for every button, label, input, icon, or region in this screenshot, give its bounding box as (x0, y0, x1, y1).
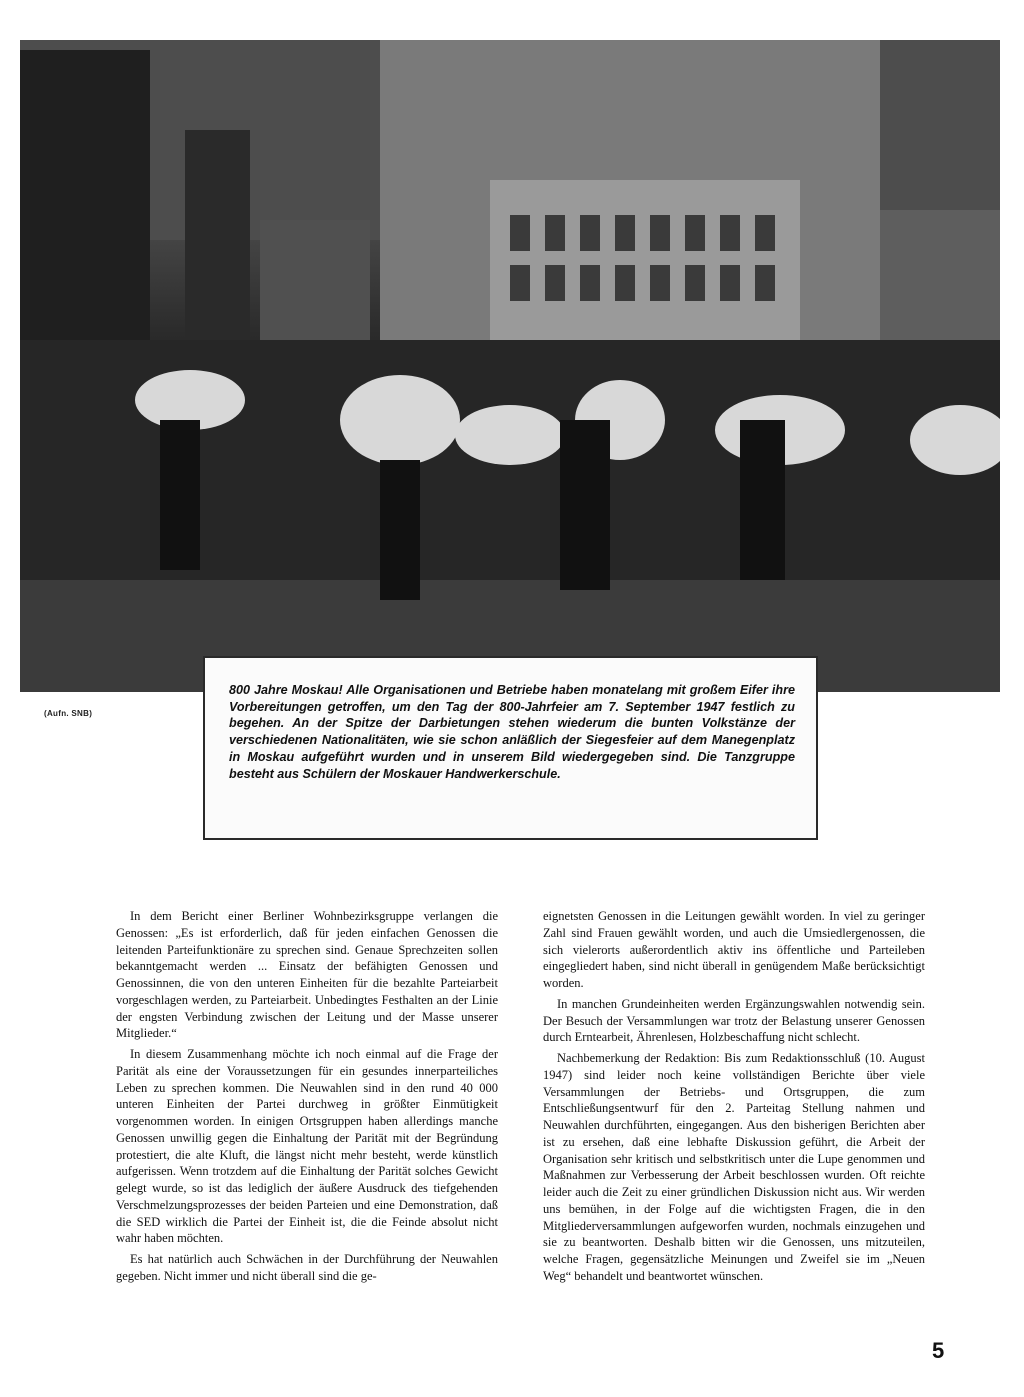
article-column-left (116, 908, 498, 1289)
article-paragraph: In dem Bericht einer Berliner Wohnbezirksgruppe verlangen die Genossen: „Es ist erforderlich, daß für jeden einfachen Genossen die leitenden Parteifunktionäre zu sprechen sind. Genaue Sprechzeiten sollen bekanntgemacht werden ... Einsatz der befähigten Genossen und Genossinnen, die von den unteren Einheiten für die bezahlte Parteiarbeit vorgeschlagen werden, zu Parteiarbeit. Unbedingtes Festhalten an der Linie der engsten Verbindung zwischen der Leitung und der Masse unserer Mitglieder.“ (116, 909, 498, 1041)
photo-credit: (Aufn. SNB) (44, 709, 93, 718)
article-column-right (543, 908, 925, 1289)
article-paragraph: In manchen Grundeinheiten werden Ergänzungswahlen notwendig sein. Der Besuch der Versammlungen war trotz der Belastung unserer Genossen durch Erntearbeit, Ährenlesen, Holzbeschaffung nicht schlecht. (543, 996, 925, 1045)
dancers-photo (20, 40, 1000, 692)
article-paragraph: In diesem Zusammenhang möchte ich noch einmal auf die Frage der Parität als eine der Voraussetzungen für ein gesundes innerparteiliches Leben zu sprechen kommen. Die Neuwahlen sind in den rund 40 000 unteren Einheiten der Partei durchweg in größter Einmütigkeit vorgenommen worden. In einigen Ortsgruppen haben allerdings manche Genossen unwillig gegen die Einhaltung der Parität mit der Begründung protestiert, die alte Kluft, die längst nicht mehr besteht, werde künstlich aufgerissen. Wenn trotzdem auf die Einhaltung der Parität solches Gewicht gelegt wurde, so ist das lediglich der äußere Ausdruck des tiefgehenden Verschmelzungsprozesses der beiden Parteien und eine Demonstration, daß die SED wirklich die Partei der Einheit ist, die die Feinde absolut nicht wahr haben möchten. (116, 1047, 498, 1246)
photo-illustration (20, 40, 1000, 692)
editorial-note: Nachbemerkung der Redaktion: Bis zum Redaktionsschluß (10. August 1947) sind leider noch keine vollständigen Berichte über viele Versammlungen der Betriebs- und Ortsgruppen, die zum Entschließungsentwurf für den 2. Parteitag Stellung nahmen und Neuwahlen durchführten, eingegangen. Aus den bisherigen Berichten aber ist zu ersehen, daß eine lebhafte Diskussion geführt, die Arbeit der Organisation sehr kritisch und selbstkritisch unter die Lupe genommen und Maßnahmen zur Verbesserung der Arbeit beschlossen wurden. Oft reichte leider auch die Zeit zu einer gründlichen Diskussion nicht aus. Wir werden uns bemühen, in der Folge auf die wichtigsten Fragen, die in den Mitgliederversammlungen aufgeworfen wurden, nochmals einzugehen und sie zu beantworten. Deshalb bitten wir die Genossen, uns mitzuteilen, welche Fragen, gegensätzliche Meinungen und Zweifel sie im „Neuen Weg“ behandelt und beantwortet wünschen. (543, 1051, 925, 1283)
article-paragraph: eignetsten Genossen in die Leitungen gewählt worden. In viel zu geringer Zahl sind Frauen gewählt worden, und auch die Umsiedlergenossen, die sich vielerorts außerordentlich aktiv ins öffentliche und Parteileben eingegliedert haben, sind nicht überall in genügendem Maße berücksichtigt worden. (543, 909, 925, 990)
article-paragraph: Es hat natürlich auch Schwächen in der Durchführung der Neuwahlen gegeben. Nicht immer und nicht überall sind die ge- (116, 1252, 498, 1283)
photo-caption: 800 Jahre Moskau! Alle Organisationen und Betriebe haben monatelang mit großem Eifer ihre Vorbereitungen getroffen, um den Tag der 800-Jahrfeier am 7. September 1947 festlich zu begehen. An der Spitze der Darbietungen stehen wiederum die bunten Volkstänze der verschiedenen Nationalitäten, wie sie schon anläßlich der Siegesfeier auf dem Manegenplatz in Moskau aufgeführt wurden und in unserem Bild wiedergegeben sind. Die Tanzgruppe besteht aus Schülern der Moskauer Handwerkerschule. (229, 683, 795, 781)
page-number: 5 (932, 1338, 945, 1363)
photo-caption-box (203, 656, 818, 840)
